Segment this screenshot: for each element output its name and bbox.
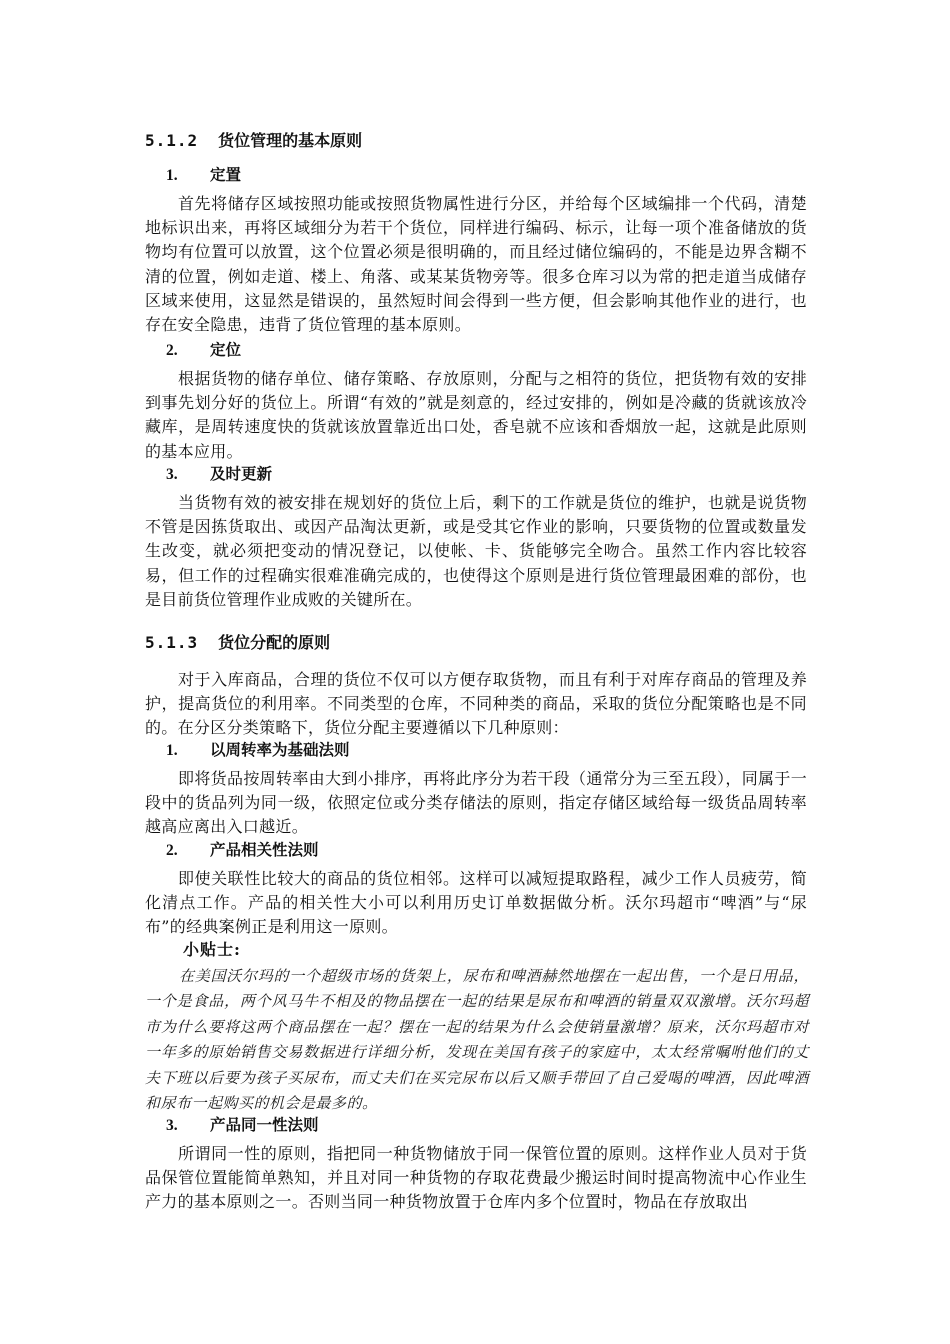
section-heading-5-1-2 <box>145 128 362 151</box>
paragraph-identity-rule: 所谓同一性的原则，指把同一种货物储放于同一保管位置的原则。这样作业人员对于货品保管位置能简单熟知，并且对同一种货物的存取花费最少搬运时间时提高物流中心作业生产力的基本原则之一。否则当同一种货物放置于仓库内多个位置时，物品在存放取出 <box>145 1144 807 1212</box>
item-title: 定置 <box>210 165 242 184</box>
subheading-timely-update <box>166 462 272 484</box>
paragraph-positioning: 根据货物的储存单位、储存策略、存放原则，分配与之相符的货位，把货物有效的安排到事先划分好的货位上。所谓“有效的”就是刻意的，经过安排的，例如是冷藏的货就该放冷藏库，是周转速度快的货就该放置靠近出口处，香皂就不应该和香烟放一起，这就是此原则的基本应用。 <box>145 369 807 461</box>
paragraph-fixed-placement: 首先将储存区域按照功能或按照货物属性进行分区，并给每个区域编排一个代码，清楚地标识出来，再将区域细分为若干个货位，同样进行编码、标示，让每一项个准备储放的货物均有位置可以放置，这个位置必须是很明确的，而且经过储位编码的，不能是边界含糊不清的位置，例如走道、楼上、角落、或某某货物旁等。很多仓库习以为常的把走道当成储存区域来使用，这显然是错误的，虽然短时间会得到一些方便，但会影响其他作业的进行，也存在安全隐患，违背了货位管理的基本原则。 <box>145 194 807 335</box>
item-number: 3. <box>166 1117 178 1134</box>
paragraph-allocation-intro: 对于入库商品，合理的货位不仅可以方便存取货物，而且有利于对库存商品的管理及养护，提高货位的利用率。不同类型的仓库，不同种类的商品，采取的货位分配策略也是不同的。在分区分类策略下，货位分配主要遵循以下几种原则： <box>145 670 807 738</box>
item-number: 1. <box>166 742 178 759</box>
section-number: 5.1.2 <box>145 131 199 150</box>
paragraph-correlation-rule: 即使关联性比较大的商品的货位相邻。这样可以减短提取路程，减少工作人员疲劳，简化清点工作。产品的相关性大小可以利用历史订单数据做分析。沃尔玛超市“啤酒”与“尿布”的经典案例正是利用这一原则。 <box>145 869 807 937</box>
subheading-fixed-placement <box>166 163 241 185</box>
paragraph-timely-update: 当货物有效的被安排在规划好的货位上后，剩下的工作就是货位的维护，也就是说货物不管是因拣货取出、或因产品淘汰更新，或是受其它作业的影响，只要货物的位置或数量发生改变，就必须把变动的情况登记，以使帐、卡、货能够完全吻合。虽然工作内容比较容易，但工作的过程确实很难准确完成的，也使得这个原则是进行货位管理最困难的部份，也是目前货位管理作业成败的关键所在。 <box>145 493 807 609</box>
subheading-identity-rule <box>166 1113 319 1135</box>
tip-title: 小贴士: <box>183 940 241 959</box>
item-title: 定位 <box>210 340 242 359</box>
paragraph-turnover-rule: 即将货品按周转率由大到小排序，再将此序分为若干段（通常分为三至五段），同属于一段中的货品列为同一级，依照定位或分类存储法的原则，指定存储区域给每一级货品周转率越高应离出入口越近。 <box>145 769 807 837</box>
section-heading-5-1-3 <box>145 630 330 653</box>
subheading-turnover-rule <box>166 738 350 760</box>
section-number: 5.1.3 <box>145 633 199 652</box>
tip-paragraph: 在美国沃尔玛的一个超级市场的货架上，尿布和啤酒赫然地摆在一起出售，一个是日用品，一个是食品，两个风马牛不相及的物品摆在一起的结果是尿布和啤酒的销量双双激增。沃尔玛超市为什么要将这两个商品摆在一起？摆在一起的结果为什么会使销量激增？原来，沃尔玛超市对一年多的原始销售交易数据进行详细分析，发现在美国有孩子的家庭中，太太经常嘱咐他们的丈夫下班以后要为孩子买尿布，而丈夫们在买完尿布以后又顺手带回了自己爱喝的啤酒，因此啤酒和尿布一起购买的机会是最多的。 <box>145 967 809 1113</box>
item-number: 1. <box>166 167 178 184</box>
item-title: 产品相关性法则 <box>210 840 319 859</box>
subheading-correlation-rule <box>166 838 319 860</box>
item-title: 及时更新 <box>210 464 273 483</box>
item-number: 2. <box>166 842 178 859</box>
section-title: 货位分配的原则 <box>218 633 331 652</box>
item-title: 以周转率为基础法则 <box>210 740 350 759</box>
subheading-positioning <box>166 338 241 360</box>
item-title: 产品同一性法则 <box>210 1115 319 1134</box>
item-number: 3. <box>166 466 178 483</box>
item-number: 2. <box>166 342 178 359</box>
section-title: 货位管理的基本原则 <box>218 131 363 150</box>
